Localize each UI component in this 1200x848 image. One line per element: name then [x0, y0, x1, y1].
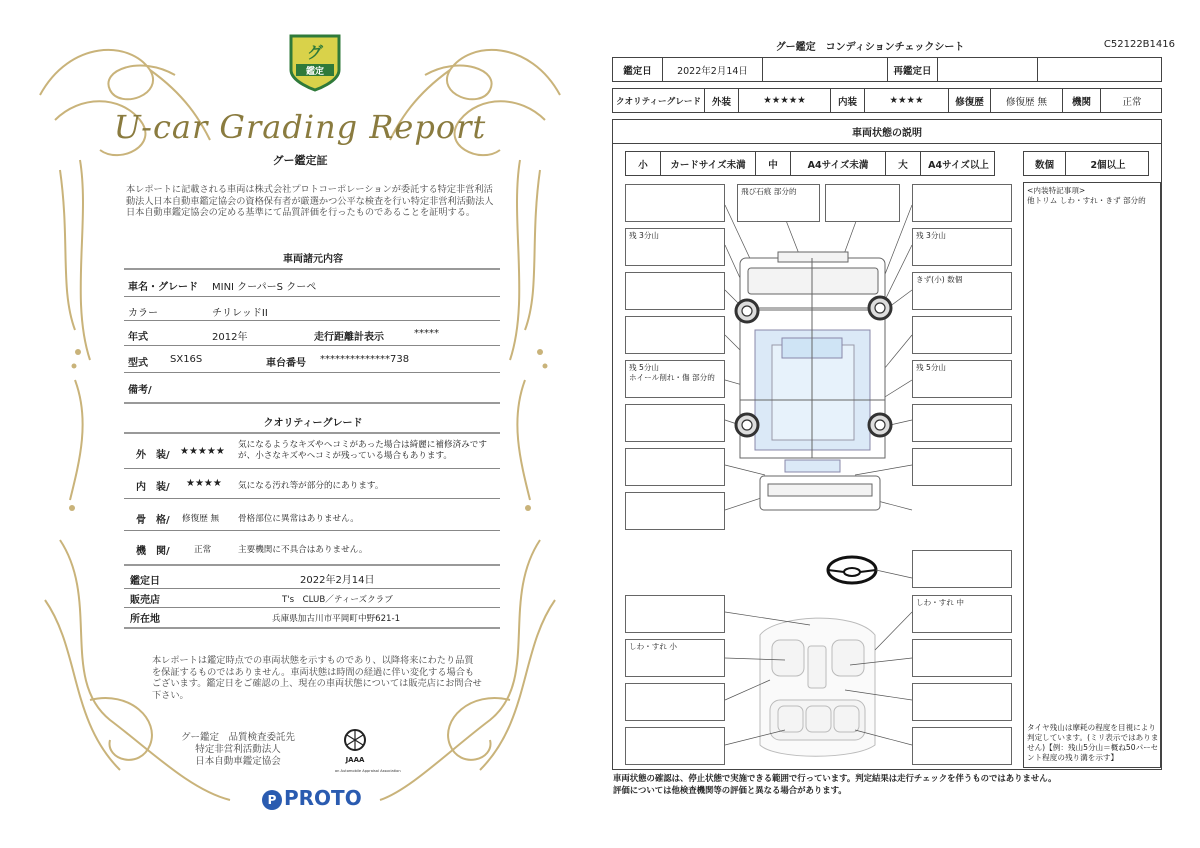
- year-value: 2012年: [212, 332, 248, 343]
- annotation-box: [737, 184, 820, 222]
- tire-note: タイヤ残山は摩耗の程度を目視により判定しています。(ミリ表示ではありません)【例：残山5分山＝概ね50パーセント程度の残り溝を示す】: [1027, 723, 1159, 762]
- divider: [124, 588, 500, 589]
- legend-large-desc: A4サイズ以上: [928, 159, 989, 171]
- notes-text: 他トリム しわ・すれ・きず 部分的: [1027, 196, 1146, 205]
- annotation-box: [912, 639, 1012, 677]
- grade-label: クオリティーグレード: [613, 89, 705, 112]
- annotation-text: しわ・すれ 中: [916, 598, 964, 607]
- divider: [124, 432, 500, 434]
- annotation-box: [912, 404, 1012, 442]
- annotation-box: [912, 316, 1012, 354]
- disclaimer-line: 評価については他検査機関等の評価と異なる場合があります。: [613, 785, 847, 795]
- annotation-box: [625, 360, 725, 398]
- certificate-title: U-car Grading Report: [113, 108, 487, 146]
- model-value: SX16S: [170, 354, 203, 365]
- issuer-block: [168, 732, 308, 768]
- exterior-stars: ★★★★★: [739, 89, 831, 112]
- engine-value: 正常: [194, 545, 212, 555]
- interior-label: 内装: [831, 89, 865, 112]
- divider: [124, 296, 500, 297]
- steering-wheel-icon: [828, 557, 876, 583]
- annotation-text: 飛び石痕 部分的: [741, 187, 797, 196]
- engine-label: 機関: [1063, 89, 1101, 112]
- interior-stars: ★★★★: [186, 478, 222, 489]
- annotation-box: [912, 727, 1012, 765]
- legend-large: 大: [886, 152, 921, 175]
- engine-label: 機 関/: [136, 546, 170, 557]
- model-label: 型式: [128, 358, 148, 369]
- annotation-box: [625, 228, 725, 266]
- grade-heading: クオリティーグレード: [263, 418, 363, 429]
- annotation-box: [912, 184, 1012, 222]
- condition-heading: 車両状態の説明: [612, 119, 1162, 144]
- reappraisal-label: 再鑑定日: [888, 58, 938, 81]
- notes-title: <内装特記事項>: [1027, 186, 1086, 195]
- car-name-value: MINI クーパーS クーペ: [212, 282, 317, 293]
- annotation-box: [625, 404, 725, 442]
- issuer-line: 日本自動車鑑定協会: [195, 756, 281, 767]
- divider: [124, 372, 500, 373]
- annotation-box: [625, 639, 725, 677]
- annotation-box: [625, 448, 725, 486]
- frame-label: 骨 格/: [136, 515, 170, 526]
- address-label: 所在地: [130, 614, 160, 625]
- remarks-label: 備考/: [128, 385, 152, 396]
- annotation-box: [625, 595, 725, 633]
- dealer-value: T's CLUB／ティーズクラブ: [282, 595, 393, 605]
- mileage-label: 走行距離計表示: [314, 332, 384, 343]
- certificate-subtitle: グー鑑定証: [272, 154, 328, 167]
- proto-label: PROTO: [284, 786, 362, 810]
- legend-medium: 中: [756, 152, 791, 175]
- engine-value: 正常: [1122, 96, 1142, 108]
- annotation-text: ホイール削れ・傷 部分的: [629, 373, 715, 382]
- legend-medium-desc: A4サイズ未満: [791, 152, 886, 175]
- color-label: カラー: [128, 308, 158, 319]
- sheet-title: グー鑑定 コンディションチェックシート: [775, 42, 965, 53]
- divider: [124, 268, 500, 270]
- car-name-label: 車名・グレード: [128, 282, 198, 293]
- exterior-stars: ★★★★★: [180, 446, 225, 457]
- proto-logo-icon: P PROTO: [262, 786, 362, 810]
- disclaimer-line: 車両状態の確認は、停止状態で実施できる範囲で行っています。判定結果は走行チェックを伴うものではありません。: [613, 773, 1057, 783]
- jaaa-subtitle: Japan Automobile Appraisal Association: [335, 769, 401, 773]
- dealer-label: 販売店: [130, 595, 160, 606]
- goo-kantei-badge-icon: [283, 30, 347, 92]
- annotation-text: きず(小) 数個: [916, 275, 963, 284]
- exterior-description: 気になるようなキズやヘコミがあった場合は綺麗に補修済みですが、小さなキズやヘコミが残っている場合もあります。: [238, 440, 487, 461]
- certificate-intro: 本レポートに記載される車両は株式会社プロトコーポレーションが委託する特定非営利活動法人日本自動車鑑定協会の資格保有者が厳選かつ公平な検査を行い特定非営利活動法人日本自動車鑑定協会の定める基準にて品質評価を行ったものであることを証明する。: [126, 184, 494, 218]
- chassis-label: 車台番号: [266, 358, 306, 369]
- divider: [124, 627, 500, 629]
- issuer-line: 特定非営利活動法人: [195, 744, 281, 755]
- engine-description: 主要機関に不具合はありません。: [238, 545, 368, 555]
- annotation-text: 残 5分山: [916, 363, 947, 372]
- divider: [124, 468, 500, 469]
- annotation-box: [912, 448, 1012, 486]
- issuer-line: グー鑑定 品質検査委託先: [180, 732, 295, 743]
- annotation-box: [912, 550, 1012, 588]
- exterior-label: 外 装/: [136, 450, 170, 461]
- interior-label: 内 装/: [136, 482, 170, 493]
- jaaa-label: JAAA: [345, 756, 365, 764]
- emblem-text: 鑑定: [305, 67, 325, 77]
- annotation-box: [625, 272, 725, 310]
- exterior-label: 外装: [705, 89, 739, 112]
- color-value: チリレッドII: [212, 308, 268, 319]
- annotation-box: [912, 228, 1012, 266]
- jaaa-logo-icon: [335, 726, 405, 780]
- annotation-text: 残 5分山: [629, 363, 660, 372]
- appraisal-date-value: 2022年2月14日: [300, 575, 375, 586]
- certificate-footer: 本レポートは鑑定時点での車両状態を示すものであり、以降将来にわたり品質を保証するものではありません。車両状態は時間の経過に伴い変化する場合もございます。鑑定日をご確認の上、現在の車両状態については販売店にお問合せ下さい。: [152, 655, 482, 701]
- spec-heading: 車両諸元内容: [283, 254, 343, 265]
- legend-small: 小: [626, 152, 661, 175]
- car-body: [740, 252, 885, 510]
- chassis-value: **************738: [320, 354, 410, 365]
- condition-check-sheet: [600, 0, 1200, 848]
- annotation-text: 残 3分山: [629, 231, 660, 240]
- svg-text:グ: グ: [306, 43, 324, 62]
- divider: [124, 530, 500, 531]
- frame-value: 修復歴 無: [182, 514, 220, 524]
- annotation-box: [625, 316, 725, 354]
- divider: [124, 320, 500, 321]
- annotation-box: [912, 683, 1012, 721]
- repair-value: 修復歴 無: [991, 89, 1063, 112]
- legend-count-desc: 2個以上: [1090, 159, 1126, 171]
- divider: [124, 345, 500, 346]
- annotation-text: しわ・すれ 小: [629, 642, 677, 651]
- interior-description: 気になる汚れ等が部分的にあります。: [238, 481, 384, 491]
- disclaimer: [613, 772, 1173, 796]
- appraisal-date-label: 鑑定日: [130, 576, 160, 587]
- year-label: 年式: [128, 332, 148, 343]
- annotation-box: [825, 184, 900, 222]
- divider: [124, 498, 500, 499]
- repair-label: 修復歴: [949, 89, 991, 112]
- annotation-box: [912, 595, 1012, 633]
- sheet-code: C52122B1416: [1103, 39, 1175, 50]
- interior-stars: ★★★★: [865, 89, 949, 112]
- legend-small-desc: カードサイズ未満: [661, 152, 756, 175]
- mileage-value: *****: [414, 328, 439, 339]
- divider: [124, 564, 500, 566]
- legend-count: 数個: [1024, 152, 1066, 175]
- annotation-box: [625, 184, 725, 222]
- divider: [124, 607, 500, 608]
- annotation-box: [912, 360, 1012, 398]
- annotation-text: 残 3分山: [916, 231, 947, 240]
- address-value: 兵庫県加古川市平岡町中野621-1: [272, 614, 401, 624]
- annotation-box: [625, 492, 725, 530]
- date-label: 鑑定日: [613, 58, 663, 81]
- annotation-box: [625, 727, 725, 765]
- annotation-box: [625, 683, 725, 721]
- date-value: 2022年2月14日: [663, 58, 763, 81]
- divider: [124, 402, 500, 404]
- annotation-box: [912, 272, 1012, 310]
- frame-description: 骨格部位に異常はありません。: [238, 514, 359, 524]
- car-interior-seats-icon: [760, 618, 875, 756]
